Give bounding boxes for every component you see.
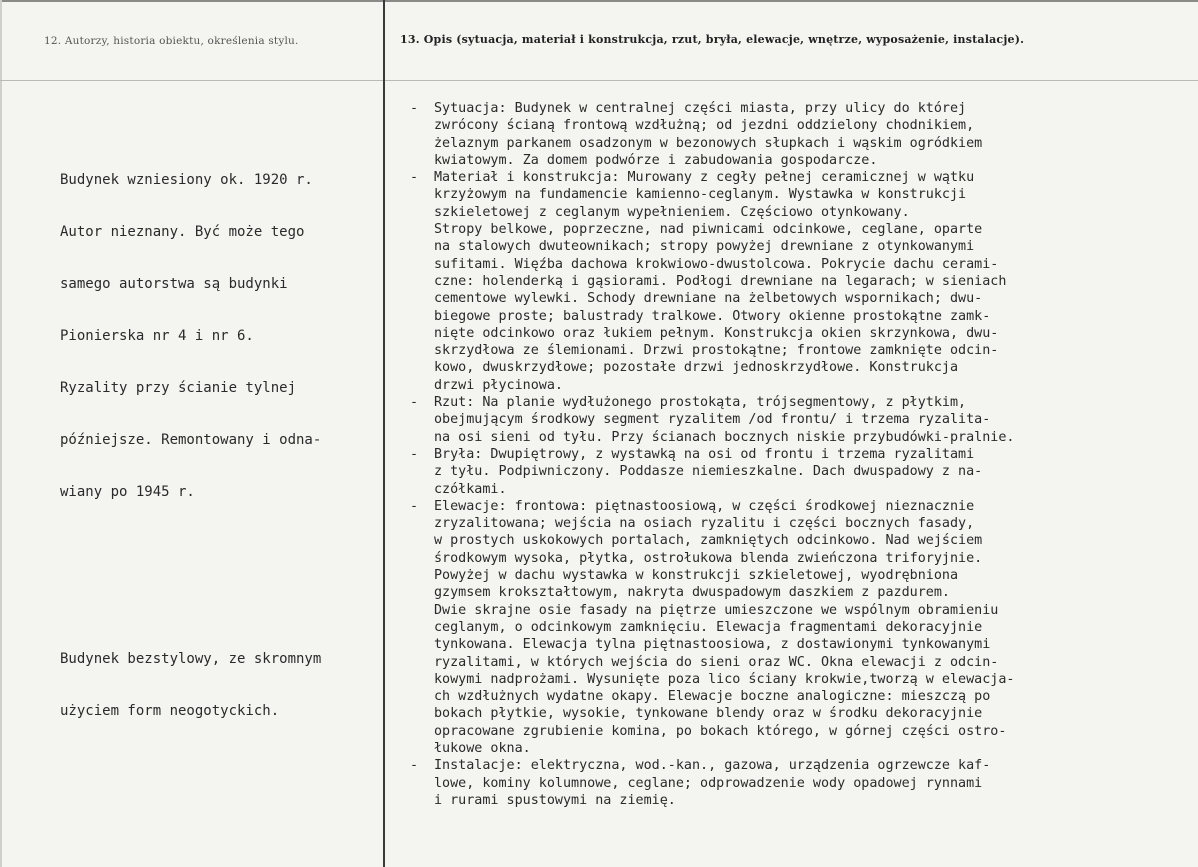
text-line: użyciem form neogotyckich. <box>60 702 280 719</box>
text-line: zryzalitowana; wejścia na osiach ryzalitu i części bocznych fasady, <box>434 516 975 532</box>
text-line: ryzalitami, w których wejścia do sieni oraz WC. Okna elewacji z odcin- <box>434 654 999 670</box>
text-line: sufitami. Więźba dachowa krokwiowo-dwustolcowa. Pokrycie dachu cerami- <box>434 256 999 272</box>
situation-section <box>410 100 1014 169</box>
text-line: kwiatowym. Za domem podwórze i zabudowania gospodarcze. <box>434 152 878 168</box>
text-line: ch wzdłużnych wydatne okapy. Elewacje boczne analogiczne: mieszczą po <box>434 689 991 705</box>
text-line: opracowane zgrubienie komina, po bokach którego, w górnej części ostro- <box>434 723 1007 739</box>
elevations-section <box>410 498 1014 757</box>
text-line: z tyłu. Podpiwniczony. Poddasze niemieszkalne. Dach dwuspadowy z na- <box>434 464 983 480</box>
text-line: Pionierska nr 4 i nr 6. <box>60 327 254 344</box>
text-line: Budynek bezstylowy, ze skromnym <box>60 650 322 667</box>
text-line: bokach płytkie, wysokie, tynkowane blendy oraz w środku dekoracyjnie <box>434 706 983 722</box>
text-line: Ryzality przy ścianie tylnej <box>60 380 297 397</box>
text-line: obejmującym środkowy segment ryzalitem /od frontu/ i trzema ryzalita- <box>434 412 991 428</box>
style-paragraph <box>60 616 321 755</box>
text-line: krzyżowym na fundamencie kamienno-ceglanym. Wystawka w konstrukcji <box>434 187 967 203</box>
plan-section <box>410 394 1014 446</box>
list-dash: - <box>410 170 419 186</box>
description-text <box>410 100 1014 809</box>
text-line: lowe, kominy kolumnowe, ceglane; odprowadzenie wody opadowej rynnami <box>434 775 983 791</box>
text-line: żelaznym parkanem osadzonym w bezonowych słupkach i wąskim ogródkiem <box>434 135 983 151</box>
text-line: biegowe proste; balustrady tralkowe. Otwory okienne prostokątne zamk- <box>434 308 991 324</box>
list-dash: - <box>410 758 419 774</box>
massing-section <box>410 446 1014 498</box>
list-dash: - <box>410 101 419 116</box>
column-divider <box>383 0 385 867</box>
text-line: czne: holenderką i gąsiorami. Podłogi drewniane na legarach; w sieniach <box>434 273 1007 289</box>
material-construction-section <box>410 169 1014 394</box>
text-line: nięte odcinkowo oraz łukiem pełnym. Konstrukcja okien skrzynkowa, dwu- <box>434 325 999 341</box>
text-line: drzwi płycinowa. <box>434 377 563 393</box>
text-line: samego autorstwa są budynki <box>60 275 288 292</box>
text-line: Instalacje: elektryczna, wod.-kan., gazowa, urządzenia ogrzewcze kaf- <box>434 758 991 774</box>
text-line: Stropy belkowe, poprzeczne, nad piwnicami odcinkowe, ceglane, oparte <box>434 222 983 238</box>
text-line: gzymsem krokształtowym, nakryta dwuspadowym daszkiem z pazdurem. <box>434 585 950 601</box>
text-line: kowo, dwuskrzydłowe; pozostałe drzwi jednoskrzydłowe. Konstrukcja <box>434 360 959 376</box>
text-line: Powyżej w dachu wystawka w konstrukcji szkieletowej, wyodrębniona <box>434 568 959 584</box>
installations-section <box>410 757 1014 809</box>
text-line: w prostych uskokowych portalach, zamkniętych odcinkowo. Nad wejściem <box>434 533 983 549</box>
text-line: Elewacje: frontowa: piętnastoosiową, w części środkowej nieznacznie <box>434 498 975 514</box>
text-line: łukowe okna. <box>434 740 531 756</box>
list-dash: - <box>410 446 419 462</box>
text-line: tynkowana. Elewacja tylna piętnastoosiowa, z dostawionymi tynkowanymi <box>434 637 991 653</box>
field-13-heading: 13. Opis (sytuacja, materiał i konstrukcja, rzut, bryła, elewacje, wnętrze, wyposażenie, instalacje). <box>400 33 1025 46</box>
field-12-heading: 12. Autorzy, historia obiektu, określenia stylu. <box>44 35 299 47</box>
text-line: na stalowych dwuteownikach; stropy powyżej drewniane z otynkowanymi <box>434 239 975 255</box>
list-dash: - <box>410 395 419 411</box>
authors-history-text <box>60 102 321 790</box>
text-line: Bryła: Dwupiętrowy, z wystawką na osi od frontu i trzema ryzalitami <box>434 446 975 462</box>
text-line: późniejsze. Remontowany i odna- <box>60 432 322 449</box>
text-line: Budynek wzniesiony ok. 1920 r. <box>60 171 313 188</box>
history-paragraph <box>60 137 321 537</box>
text-line: wiany po 1945 r. <box>60 484 195 501</box>
text-line: ceglanym, o odcinkowym zamknięciu. Elewacja fragmentami dekoracyjnie <box>434 619 983 635</box>
text-line: Dwie skrajne osie fasady na piętrze umieszczone we wspólnym obramieniu <box>434 602 999 618</box>
top-border <box>0 0 1198 2</box>
text-line: szkieletowej z ceglanym wypełnieniem. Częściowo otynkowany. <box>434 204 910 220</box>
list-dash: - <box>410 498 419 514</box>
text-line: i rurami spustowymi na ziemię. <box>434 792 676 808</box>
text-line: Materiał i konstrukcja: Murowany z cegły pełnej ceramicznej w wątku <box>434 170 975 186</box>
text-line: skrzydłowa ze ślemionami. Drzwi prostokątne; frontowe zamknięte odcin- <box>434 343 999 359</box>
text-line: czółkami. <box>434 481 507 497</box>
text-line: kowymi nadprożami. Wysunięte poza lico ściany krokwie,tworzą w elewacja- <box>434 671 1015 687</box>
header-rule <box>0 80 1198 81</box>
text-line: środkowym wysoka, płytka, ostrołukowa blenda zwieńczona triforyjnie. <box>434 550 983 566</box>
text-line: Autor nieznany. Być może tego <box>60 223 305 240</box>
left-border <box>0 0 2 867</box>
text-line: Rzut: Na planie wydłużonego prostokąta, trójsegmentowy, z płytkim, <box>434 395 967 411</box>
text-line: Sytuacja: Budynek w centralnej części miasta, przy ulicy do której <box>434 101 967 116</box>
text-line: zwrócony ścianą frontową wzdłużną; od jezdni oddzielony chodnikiem, <box>434 118 975 134</box>
text-line: cementowe wylewki. Schody drewniane na żelbetowych wspornikach; dwu- <box>434 291 983 307</box>
text-line: na osi sieni od tyłu. Przy ścianach bocznych niskie przybudówki-pralnie. <box>434 429 1015 445</box>
